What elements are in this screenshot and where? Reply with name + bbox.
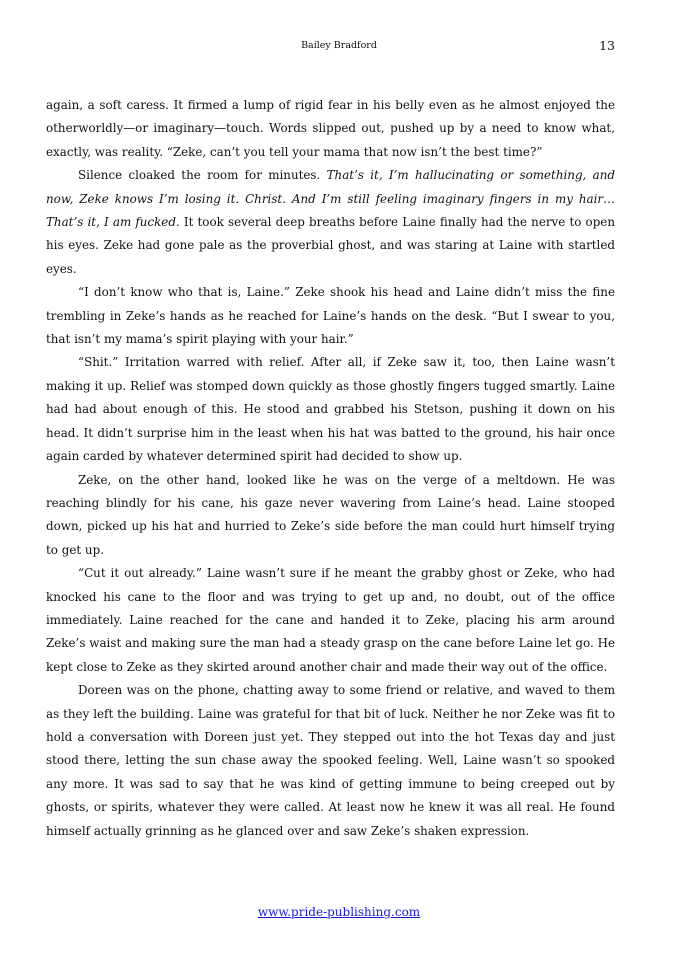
paragraph-text: “I don’t know who that is, Laine.” Zeke shook his head and Laine didn’t miss the fine trembling in Zeke’s hands as he reached for Laine’s hands on the desk. “But I swear to you, that isn’t my mama’s spirit playing with your hair.”: [46, 285, 615, 347]
paragraph-text: Silence cloaked the room for minutes.: [78, 168, 327, 183]
paragraph: [46, 94, 615, 164]
paragraph-text: again, a soft caress. It firmed a lump of rigid fear in his belly even as he almost enjoyed the otherworldly—or imaginary—touch. Words slipped out, pushed up by a need to know what, exactly, was reality. “Zeke, can’t you tell your mama that now isn’t the best time?”: [46, 98, 615, 159]
paragraph-text: Zeke, on the other hand, looked like he was on the verge of a meltdown. He was reaching blindly for his cane, his gaze never wavering from Laine’s head. Laine stooped down, picked up his hat and hurried to Zeke’s side before the man could hurt himself trying to get up.: [46, 472, 615, 557]
running-header-author: Bailey Bradford: [301, 40, 377, 51]
publisher-website-link[interactable]: www.pride-publishing.com: [257, 905, 421, 919]
paragraph: [46, 351, 615, 468]
paragraph-text: “Cut it out already.” Laine wasn’t sure if he meant the grabby ghost or Zeke, who had knocked his cane to the floor and was trying to get up and, no doubt, out of the office immediately. Laine reached for the cane and handed it to Zeke, placing his arm around Zeke’s waist and making sure the man had a steady grasp on the cane before Laine let go. He kept close to Zeke as they skirted around another chair and made their way out of the office.: [46, 566, 615, 674]
paragraph-text: It took several deep breaths before Laine finally had the nerve to open his eyes. Zeke had gone pale as the proverbial ghost, and was staring at Laine with startled eyes.: [46, 215, 616, 276]
italic-thought-text: That’s it, I’m hallucinating or something, and now, Zeke knows I’m losing it. Christ. And I’m still feeling imaginary fingers in my hair… That’s it, I am fucked.: [46, 168, 615, 230]
body-text: [46, 94, 615, 843]
paragraph: [46, 562, 615, 679]
page-number: 13: [599, 38, 615, 53]
paragraph: [46, 469, 615, 563]
paragraph: [46, 281, 615, 351]
paragraph-text: “Shit.” Irritation warred with relief. After all, if Zeke saw it, too, then Laine wasn’t making it up. Relief was stomped down quickly as those ghostly fingers tugged smartly. Laine had had about enough of this. He stood and grabbed his Stetson, pushing it down on his head. It didn’t surprise him in the least when his hat was batted to the ground, his hair once again carded by whatever determined spirit had decided to show up.: [46, 355, 615, 464]
paragraph: [46, 164, 615, 281]
paragraph: [46, 679, 615, 843]
paragraph-text: Doreen was on the phone, chatting away to some friend or relative, and waved to them as they left the building. Laine was grateful for that bit of luck. Neither he nor Zeke was fit to hold a conversation with Doreen just yet. They stepped out into the hot Texas day and just stood there, letting the sun chase away the spooked feeling. Well, Laine wasn’t so spooked any more. It was sad to say that he was kind of getting immune to being creeped out by ghosts, or spirits, whatever they were called. At least now he knew it was all real. He found himself actually grinning as he glanced over and saw Zeke’s shaken expression.: [46, 683, 615, 838]
